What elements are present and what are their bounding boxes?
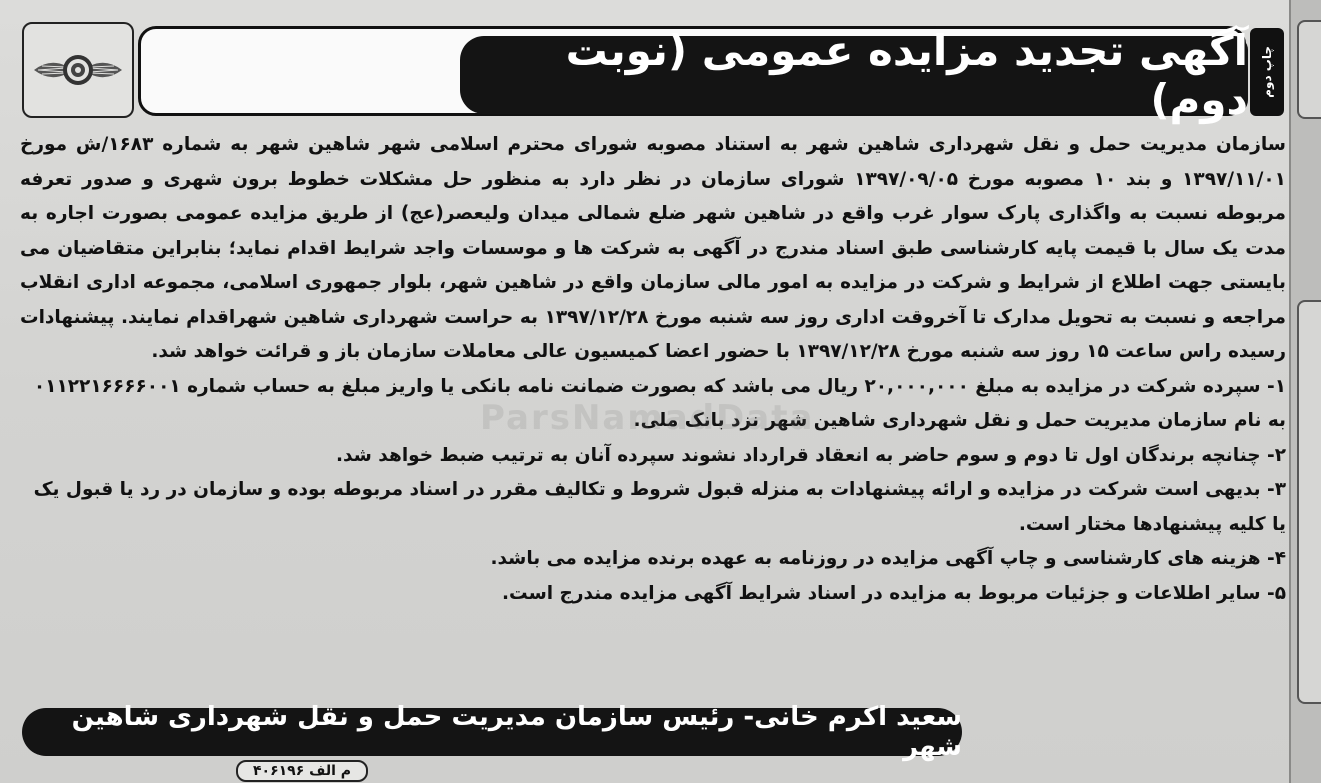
page-title: آگهی تجدید مزایده عمومی (نوبت دوم)	[460, 36, 1248, 114]
announcement-body	[20, 128, 1286, 611]
clause-4: ۴- هزینه های کارشناسی و چاپ آگهی مزایده در روزنامه به عهده برنده مزایده می باشد.	[490, 548, 1286, 569]
clause-2: ۲- چنانچه برندگان اول تا دوم و سوم حاضر به انعقاد قرارداد نشوند سپرده آنان به ترتیب ضبط خواهد شد.	[335, 444, 1286, 466]
print-edition-tag	[1250, 28, 1284, 116]
logo	[22, 22, 134, 118]
print-edition-label: چاپ دوم	[1260, 46, 1274, 98]
adjacent-box-edge	[1297, 20, 1321, 119]
clause-1: ۱- سپرده شرکت در مزایده به مبلغ ۲۰,۰۰۰,۰۰۰ ریال می باشد که بصورت ضمانت نامه بانکی یا واریز مبلغ به حساب شماره ۰۱۱۲۲۱۶۶۶۶۰۰۱ به نام سازمان مدیریت حمل و نقل شهرداری شاهین شهر نزد بانک ملی.	[33, 375, 1286, 431]
transport-organization-emblem-icon	[30, 40, 126, 100]
watermark: ParsNamadData	[480, 398, 815, 438]
signature-bar: سعید اکرم خانی- رئیس سازمان مدیریت حمل و نقل شهرداری شاهین شهر	[22, 708, 962, 756]
clause-5: ۵- سایر اطلاعات و جزئیات مربوط به مزایده در اسناد شرایط آگهی مزایده مندرج است.	[501, 582, 1286, 604]
reference-number: م الف ۴۰۶۱۹۶	[236, 760, 368, 782]
adjacent-box-edge	[1297, 300, 1321, 704]
adjacent-column-edge	[1289, 0, 1321, 783]
intro-paragraph: سازمان مدیریت حمل و نقل شهرداری شاهین شهر به استناد مصوبه شورای محترم اسلامی شهر شاهین شهر به شماره ۱۶۸۳/ش مورخ ۱۳۹۷/۱۱/۰۱ و بند ۱۰ مصوبه مورخ ۱۳۹۷/۰۹/۰۵ شورای سازمان در نظر دارد به منظور حل مشکلات خطوط برون شهری و صدور تعرفه مربوطه نسبت به واگذاری پارک سوار غرب واقع در شاهین شهر ضلع شمالی میدان ولیعصر(عج) از طریق مزایده عمومی بصورت اجاره به مدت یک سال با قیمت پایه کارشناسی طبق اسناد مندرج در آگهی به شرکت ها و موسسات واجد شرایط اقدام نماید؛ بنابراین متقاضیان می بایستی جهت اطلاع از شرایط و شرکت در مزایده به امور مالی سازمان واقع در شاهین شهر، بلوار جمهوری اسلامی، مجموعه اداری انقلاب مراجعه و نسبت به تحویل مدارک تا آخروقت اداری روز سه شنبه مورخ ۱۳۹۷/۱۲/۲۸ به حراست شهرداری شاهین شهراقدام نمایند. پیشنهادات رسیده راس ساعت ۱۵ روز سه شنبه مورخ ۱۳۹۷/۱۲/۲۸ با حضور اعضا کمیسیون عالی معاملات سازمان باز و قرائت خواهد شد.	[20, 134, 1286, 362]
clause-3: ۳- بدیهی است شرکت در مزایده و ارائه پیشنهادات به منزله قبول شروط و تکالیف مقرر در اسناد مربوطه بوده و سازمان در رد یا قبول یک یا کلیه پیشنهادها مختار است.	[33, 479, 1286, 535]
